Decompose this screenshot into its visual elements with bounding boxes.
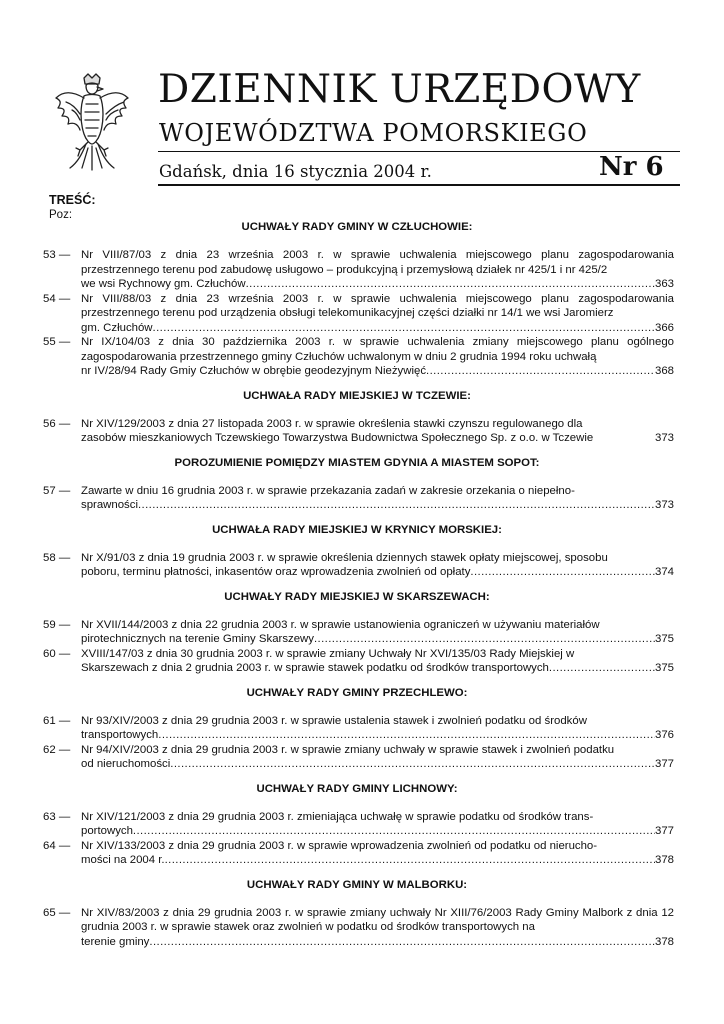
- dot-leader: [470, 565, 655, 580]
- dot-leader: [153, 321, 655, 336]
- entry-number: 55 —: [43, 336, 71, 348]
- page-reference: 368: [654, 365, 674, 377]
- entry-last-line: [81, 364, 674, 379]
- toc-entry: [40, 839, 674, 868]
- entry-text-tail: Skarszewach z dnia 2 grudnia 2003 r. w sprawie stawek podatku od środków transportowych: [81, 662, 549, 674]
- entry-text: Nr XIV/133/2003 z dnia 29 grudnia 2003 r. w sprawie wprowadzenia zwolnień od podatku od nierucho-: [81, 839, 598, 852]
- page-reference: 376: [654, 729, 674, 741]
- section-heading: UCHWAŁY RADY GMINY PRZECHLEWO:: [246, 686, 468, 699]
- entry-text-tail: nr IV/28/94 Rady Gmiy Człuchów w obrębie geodezyjnym Nieżywięć: [81, 365, 427, 377]
- entry-text-tail: od nieruchomości: [81, 758, 171, 770]
- entry-number: 54 —: [43, 292, 71, 305]
- entry-last-line: [81, 431, 674, 446]
- toc-entry: [40, 714, 674, 743]
- entry-last-line: [81, 498, 674, 513]
- masthead-bottom-rule: [158, 184, 680, 186]
- toc-section: [40, 389, 674, 456]
- position-label: Poz:: [49, 209, 73, 221]
- entry-last-line: [81, 935, 674, 950]
- dot-leader: [149, 935, 655, 950]
- dot-leader: [158, 728, 655, 743]
- toc-entry: [40, 647, 674, 676]
- section-heading: POROZUMIENIE POMIĘDZY MIASTEM GDYNIA A MIASTEM SOPOT:: [174, 456, 540, 469]
- toc-entry: [40, 906, 674, 950]
- page-reference: 378: [654, 935, 674, 948]
- entry-number: 58 —: [43, 551, 71, 564]
- page-reference: 366: [654, 321, 674, 334]
- entry-number: 53 —: [43, 249, 71, 261]
- page-reference: 378: [654, 854, 674, 866]
- entry-text-tail: pirotechnicznych na terenie Gminy Skarszewy: [81, 633, 314, 645]
- toc-label: TREŚĆ:: [49, 193, 96, 207]
- entry-number: 57 —: [43, 484, 71, 497]
- entry-text-tail: portowych: [81, 825, 133, 837]
- section-spacer: [40, 446, 674, 456]
- page-reference: 377: [654, 758, 674, 770]
- toc-entry: [40, 618, 674, 647]
- page-reference: 373: [654, 499, 674, 511]
- entry-text-tail: we wsi Rychnowy gm. Człuchów: [81, 278, 246, 290]
- section-spacer: [40, 868, 674, 878]
- entry-text-tail: poboru, terminu płatności, inkasentów oraz wprowadzenia zwolnień od opłaty: [81, 566, 471, 578]
- entry-number: 62 —: [43, 743, 71, 756]
- section-heading: UCHWAŁY RADY GMINY W MALBORKU:: [246, 878, 468, 891]
- section-heading: UCHWAŁA RADY MIEJSKIEJ W KRYNICY MORSKIEJ:: [212, 523, 502, 536]
- entry-text-tail: mości na 2004 r.: [81, 854, 165, 866]
- section-spacer: [40, 580, 674, 590]
- toc-section: [40, 523, 674, 590]
- issue-date: Gdańsk, dnia 16 stycznia 2004 r.: [159, 162, 432, 181]
- entry-last-line: [81, 632, 674, 647]
- dot-leader: [549, 661, 655, 676]
- section-spacer: [40, 379, 674, 389]
- dot-leader: [314, 632, 655, 647]
- section-heading: UCHWAŁA RADY MIEJSKIEJ W TCZEWIE:: [243, 389, 471, 402]
- entry-number: 60 —: [43, 647, 71, 660]
- toc-entry: [40, 484, 674, 513]
- entry-number: 61 —: [43, 714, 71, 727]
- entry-last-line: [81, 757, 674, 772]
- toc-entry: [40, 743, 674, 772]
- entry-text: Zawarte w dniu 16 grudnia 2003 r. w sprawie przekazania zadań w zakresie orzekania o niepełno-: [81, 484, 575, 497]
- entry-text: Nr XIV/129/2003 z dnia 27 listopada 2003 r. w sprawie określenia stawki czynszu regulowanego dla: [81, 417, 583, 430]
- section-heading: UCHWAŁY RADY MIEJSKIEJ W SKARSZEWACH:: [224, 590, 490, 603]
- toc-section: [40, 686, 674, 782]
- toc-entry: [40, 551, 674, 580]
- dot-leader: [170, 757, 655, 772]
- page-reference: 375: [654, 662, 674, 674]
- section-spacer: [40, 949, 674, 959]
- entry-number: 63 —: [43, 810, 71, 823]
- entry-text: Nr X/91/03 z dnia 19 grudnia 2003 r. w sprawie określenia dziennych stawek opłaty miejscowej, sposobu: [81, 551, 608, 564]
- entry-text: Nr IX/104/03 z dnia 30 października 2003 r. w sprawie uchwalenia zmiany miejscowego planu ogólnego zagospodarowania przestrzennego gminy Człuchów uchwalonym w dniu 2 grudnia 1994 roku uchwałą: [81, 336, 674, 363]
- entry-text: Nr XIV/83/2003 z dnia 29 grudnia 2003 r. w sprawie zmiany uchwały Nr XIII/76/2003 Rady Gminy Malbork z dnia 12 grudnia 2003 r. w sprawie stawek oraz zwolnień w podatku od środków transportowych na: [81, 906, 674, 933]
- toc-entry: [40, 248, 674, 292]
- section-heading: UCHWAŁY RADY GMINY W CZŁUCHOWIE:: [241, 221, 473, 233]
- dot-leader: [246, 277, 655, 292]
- issue-number: Nr 6: [599, 152, 664, 182]
- entry-last-line: [81, 661, 674, 676]
- entry-number: 64 —: [43, 839, 71, 852]
- entry-last-line: [81, 824, 674, 839]
- entry-last-line: [81, 277, 674, 292]
- entry-text-tail: transportowych: [81, 729, 159, 741]
- page-reference: 375: [654, 633, 674, 645]
- section-heading: UCHWAŁY RADY GMINY LICHNOWY:: [256, 782, 458, 795]
- entry-text: Nr VIII/88/03 z dnia 23 września 2003 r. w sprawie uchwalenia miejscowego planu zagospodarowania przestrzennego terenu pod urządzenia obsługi telekomunikacyjnej części działki nr 14/1 we wsi Jaromierz: [81, 292, 674, 319]
- dot-leader: [426, 364, 655, 379]
- toc-section: [40, 590, 674, 686]
- entry-text: Nr VIII/87/03 z dnia 23 września 2003 r. w sprawie uchwalenia miejscowego planu zagospodarowania przestrzennego terenu pod zabudowę usługowo – produkcyjną i przemysłową działek nr 425/1 i nr 425/2: [81, 249, 674, 276]
- dot-leader: [133, 824, 655, 839]
- toc-section: [40, 782, 674, 878]
- entry-text: Nr 93/XIV/2003 z dnia 29 grudnia 2003 r. w sprawie ustalenia stawek i zwolnień podatku od środków: [81, 714, 587, 727]
- toc-entry: [40, 335, 674, 379]
- masthead-title: DZIENNIK URZĘDOWY: [158, 67, 641, 112]
- entry-last-line: [81, 321, 674, 336]
- entry-text: Nr XVII/144/2003 z dnia 22 grudnia 2003 r. w sprawie ustanowienia ograniczeń w używaniu materiałów: [81, 618, 600, 631]
- section-spacer: [40, 676, 674, 686]
- page-reference: 373: [654, 432, 674, 444]
- table-of-contents: [40, 220, 674, 959]
- coat-of-arms-eagle-icon: [50, 72, 134, 178]
- entry-text: Nr XIV/121/2003 z dnia 29 grudnia 2003 r. zmieniająca uchwałę w sprawie podatku od środków trans-: [81, 810, 594, 823]
- section-spacer: [40, 513, 674, 523]
- masthead-subtitle: WOJEWÓDZTWA POMORSKIEGO: [159, 119, 588, 147]
- section-spacer: [40, 772, 674, 782]
- entry-last-line: [81, 728, 674, 743]
- entry-text-tail: terenie gminy: [81, 935, 150, 948]
- toc-entry: [40, 810, 674, 839]
- entry-text: XVIII/147/03 z dnia 30 grudnia 2003 r. w sprawie zmiany Uchwały Nr XVI/135/03 Rady Miejskiej w: [81, 647, 575, 660]
- toc-entry: [40, 417, 674, 446]
- entry-text: Nr 94/XIV/2003 z dnia 29 grudnia 2003 r. w sprawie zmiany uchwały w sprawie stawek i zwolnień podatku: [81, 743, 615, 756]
- toc-section: [40, 220, 674, 389]
- toc-entry: [40, 292, 674, 336]
- entry-text-tail: sprawności: [81, 499, 138, 511]
- page-reference: 374: [654, 566, 674, 578]
- toc-section: [40, 456, 674, 523]
- entry-number: 56 —: [43, 417, 71, 430]
- dot-leader: [165, 853, 655, 868]
- page-reference: 377: [654, 825, 674, 837]
- entry-text-tail: gm. Człuchów: [81, 321, 153, 334]
- entry-number: 59 —: [43, 618, 71, 631]
- entry-number: 65 —: [43, 906, 71, 919]
- toc-section: [40, 878, 674, 960]
- entry-last-line: [81, 565, 674, 580]
- entry-last-line: [81, 853, 674, 868]
- page-reference: 363: [654, 278, 674, 290]
- dot-leader: [138, 498, 655, 513]
- entry-text-tail: zasobów mieszkaniowych Tczewskiego Towarzystwa Budownictwa Społecznego Sp. z o.o. w Tczewie: [81, 432, 594, 444]
